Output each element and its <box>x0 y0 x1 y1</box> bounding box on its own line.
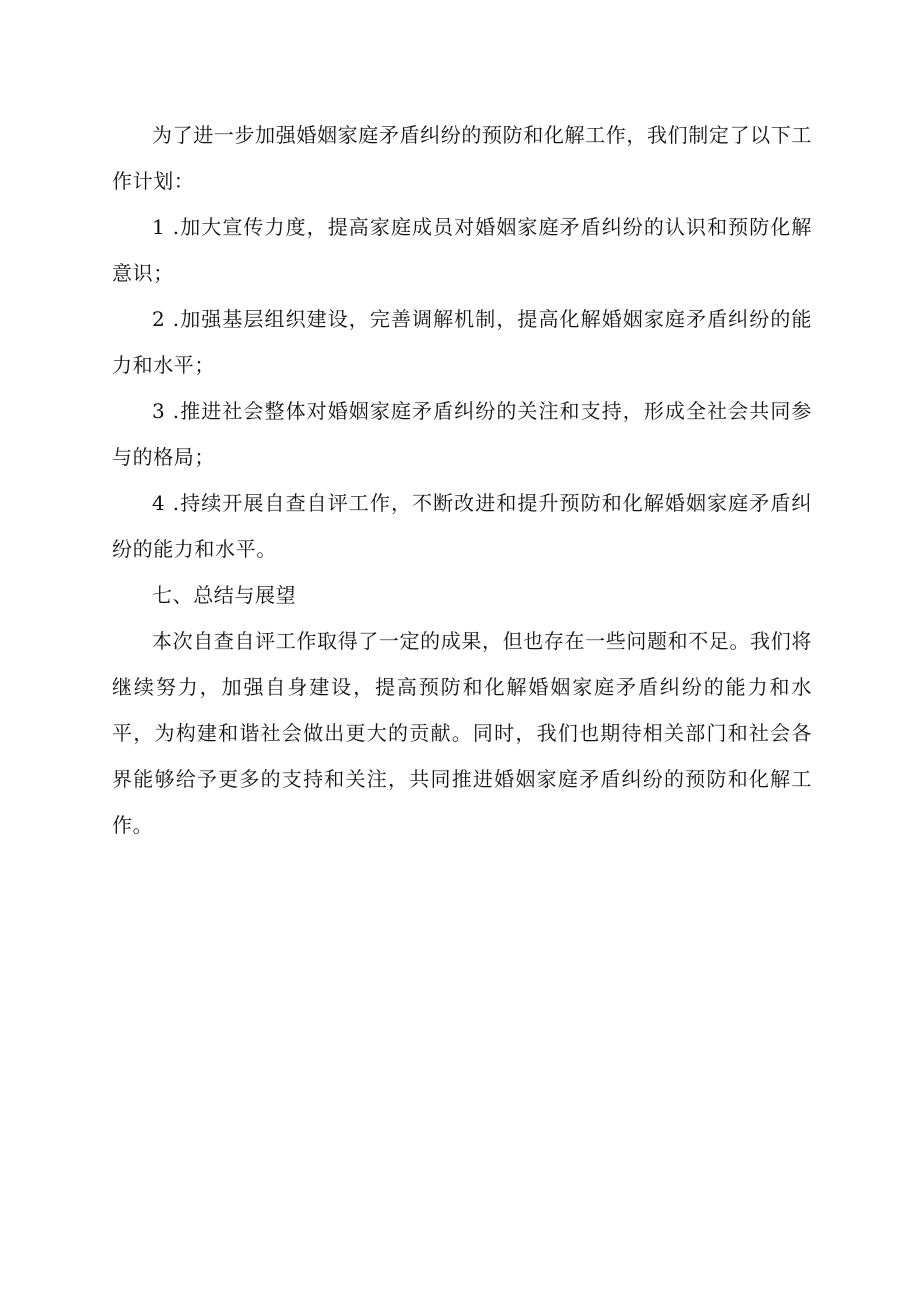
plan-item-1: 1 .加大宣传力度，提高家庭成员对婚姻家庭矛盾纠纷的认识和预防化解意识； <box>112 215 812 285</box>
plan-item-2: 2 .加强基层组织建设，完善调解机制，提高化解婚姻家庭矛盾纠纷的能力和水平； <box>112 307 812 377</box>
intro-paragraph: 为了进一步加强婚姻家庭矛盾纠纷的预防和化解工作，我们制定了以下工作计划： <box>112 123 812 193</box>
plan-item-4: 4 .持续开展自查自评工作，不断改进和提升预防和化解婚姻家庭矛盾纠纷的能力和水平。 <box>112 491 812 561</box>
section-heading: 七、总结与展望 <box>152 583 297 607</box>
plan-item-3: 3 .推进社会整体对婚姻家庭矛盾纠纷的关注和支持，形成全社会共同参与的格局； <box>112 399 812 469</box>
conclusion-paragraph: 本次自查自评工作取得了一定的成果，但也存在一些问题和不足。我们将继续努力，加强自身建设，提高预防和化解婚姻家庭矛盾纠纷的能力和水平，为构建和谐社会做出更大的贡献。同时，我们也期待相关部门和社会各界能够给予更多的支持和关注，共同推进婚姻家庭矛盾纠纷的预防和化解工作。 <box>112 629 812 837</box>
document-page <box>112 112 812 848</box>
